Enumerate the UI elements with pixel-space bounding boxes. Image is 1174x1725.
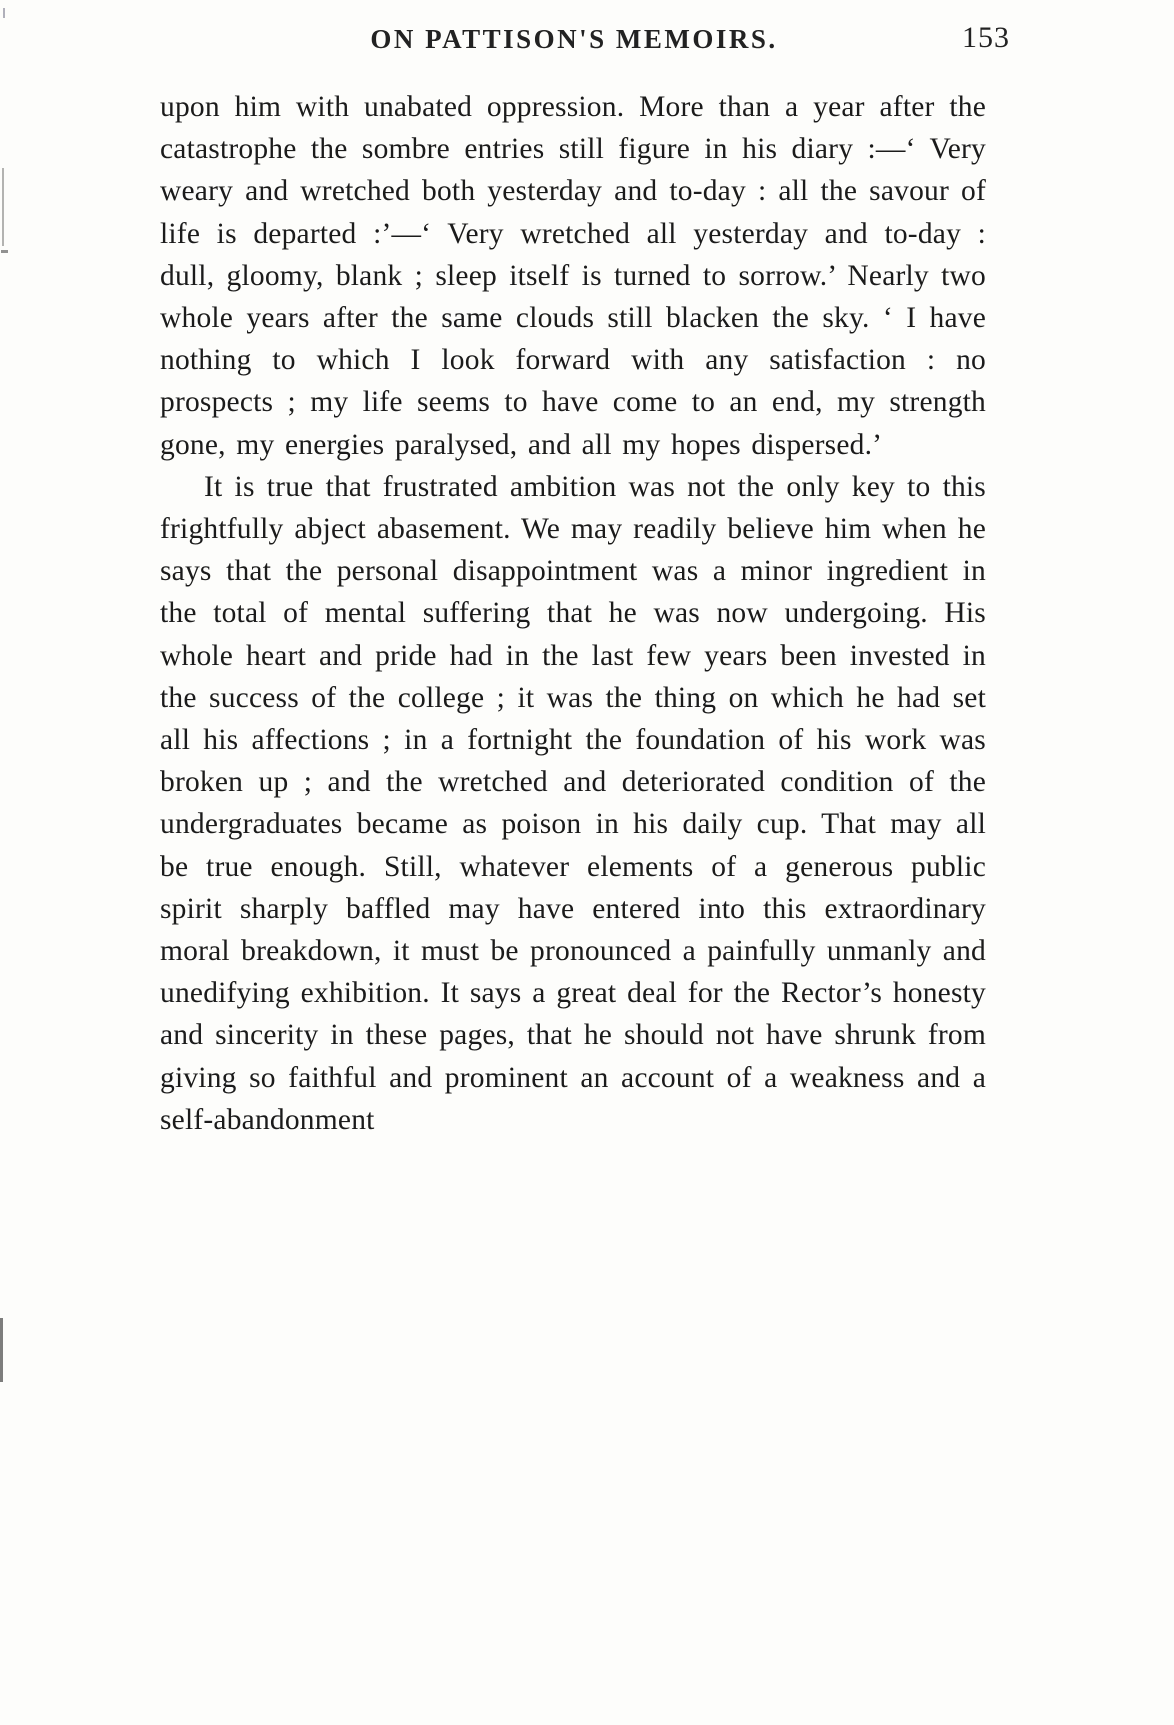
scan-artifact <box>2 168 4 246</box>
scan-artifact <box>1 250 8 253</box>
text-block <box>160 86 986 1141</box>
running-title: ON PATTISON'S MEMOIRS. <box>370 24 778 54</box>
paragraph: It is true that frustrated ambition was not the only key to this frightfully abject abasement. We may readily believe him when he says that the personal disappointment was a minor ingredient in the total of mental suffering that he was now undergoing. His whole heart and pride had in the last few years been invested in the success of the college ; it was the thing on which he had set all his affections ; in a fortnight the foundation of his work was broken up ; and the wretched and deteriorated condition of the undergraduates became as poison in his daily cup. That may all be true enough. Still, whatever elements of a generous public spirit sharply baffled may have entered into this extraordinary moral breakdown, it must be pronounced a painfully unmanly and unedifying exhibition. It says a great deal for the Rector’s honesty and sincerity in these pages, that he should not have shrunk from giving so faithful and prominent an account of a weakness and a self-abandonment <box>160 470 986 1136</box>
page-header <box>160 21 1010 64</box>
scan-artifact <box>3 8 5 18</box>
paragraph-continuation: upon him with unabated oppression. More than a year after the catastrophe the sombre entries still figure in his diary :—‘ Very weary and wretched both yesterday and to-day : all the savour of life is departed :’—‘ Very wretched all yesterday and to-day : dull, gloomy, blank ; sleep itself is turned to sorrow.’ Nearly two whole years after the same clouds still blacken the sky. ‘ I have nothing to which I look forward with any satisfaction : no prospects ; my life seems to have come to an end, my strength gone, my energies paralysed, and all my hopes dispersed.’ <box>160 91 986 461</box>
page-number: 153 <box>962 21 1010 54</box>
scan-artifact <box>0 1318 3 1382</box>
